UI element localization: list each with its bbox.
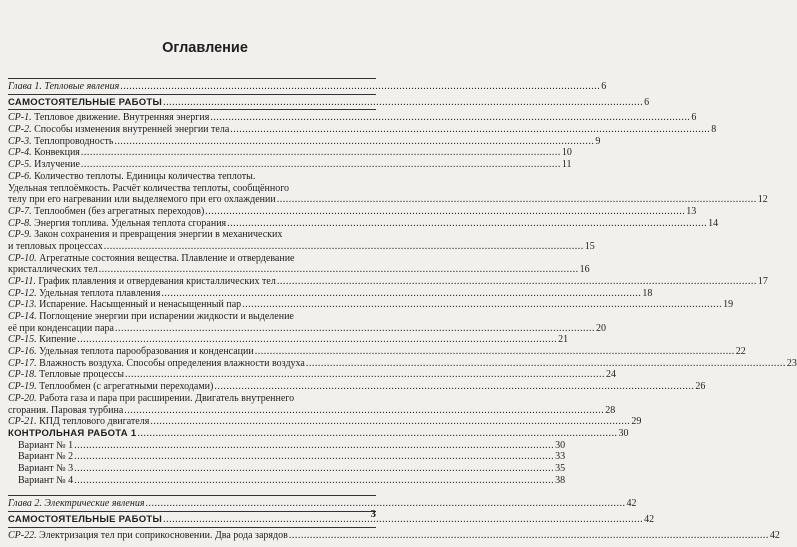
- item-code: СР-20.: [8, 392, 37, 404]
- page-ref: 14: [708, 217, 719, 229]
- item-code: СР-15.: [8, 334, 37, 346]
- item-title-line: Закон сохранения и превращения энергии в механических: [34, 229, 283, 241]
- toc-item: [8, 299, 734, 311]
- toc-variant: [8, 474, 566, 487]
- toc-item-last-line: [8, 194, 768, 206]
- item-title: Электризация тел при соприкосновении. Два рода зарядов: [39, 529, 288, 541]
- leader-dots: [81, 147, 561, 159]
- leader-dots: [104, 241, 584, 253]
- toc-section-independent-work: [8, 96, 650, 109]
- toc-section-test: [8, 427, 629, 440]
- page-ref: 19: [723, 299, 734, 311]
- page-ref: 16: [579, 264, 590, 276]
- section-label: КОНТРОЛЬНАЯ РАБОТА 1: [8, 427, 137, 439]
- toc-item-multiline: [8, 229, 376, 241]
- item-title: Тепловое движение. Внутренняя энергия: [34, 112, 210, 124]
- item-code: СР-14.: [8, 311, 37, 323]
- item-title: Теплопроводность: [34, 135, 114, 147]
- toc-chapter-2: [8, 498, 637, 510]
- leader-dots: [214, 381, 694, 393]
- chapter-label: Глава 1. Тепловые явления: [8, 80, 120, 92]
- item-title-line: Работа газа и пара при расширении. Двигатель внутреннего: [39, 392, 295, 404]
- item-code: СР-9.: [8, 229, 32, 241]
- page-ref: 23: [786, 357, 797, 369]
- item-title-line: сгорания. Паровая турбина: [8, 404, 124, 416]
- toc-item: [8, 112, 697, 124]
- variant-label: Вариант № 1: [18, 439, 74, 451]
- page-ref: 8: [711, 124, 717, 136]
- toc-item: [8, 369, 616, 382]
- page-ref: 9: [595, 135, 601, 147]
- page-ref: 13: [686, 205, 697, 217]
- item-title: Тепловые процессы: [39, 369, 124, 381]
- leader-dots: [242, 299, 722, 311]
- page-ref: 35: [555, 462, 566, 474]
- divider: [8, 94, 376, 95]
- page-ref: 28: [605, 404, 616, 416]
- toc-item-last-line: [8, 404, 616, 417]
- item-code: СР-18.: [8, 369, 37, 381]
- page-ref: 10: [561, 147, 572, 159]
- page-ref: 20: [595, 322, 606, 334]
- item-code: СР-3.: [8, 135, 32, 147]
- page-ref: 6: [601, 80, 607, 92]
- toc-section-independent-work: [8, 514, 655, 526]
- page-ref: 22: [735, 346, 746, 358]
- toc-item: [8, 124, 717, 136]
- toc-item: [8, 275, 768, 288]
- leader-dots: [145, 498, 625, 510]
- item-title-line: Поглощение энергии при испарении жидкости и выделение: [39, 311, 294, 323]
- divider: [8, 109, 376, 110]
- toc-item: [8, 334, 569, 346]
- page-ref: 12: [757, 194, 768, 206]
- toc-variant: [8, 462, 566, 475]
- item-title: Способы изменения внутренней энергии тела: [34, 124, 230, 136]
- leader-dots: [161, 288, 641, 300]
- page-ref: 42: [626, 498, 637, 510]
- toc-item-multiline: [8, 253, 376, 265]
- divider: [8, 495, 376, 496]
- page-ref: 30: [618, 427, 629, 439]
- item-title: Излучение: [34, 159, 80, 171]
- toc-item: [8, 159, 572, 171]
- item-code: СР-16.: [8, 346, 37, 358]
- page-ref: 6: [691, 112, 697, 124]
- item-code: СР-12.: [8, 287, 37, 299]
- item-title: Испарение. Насыщенный и ненасыщенный пар: [39, 299, 242, 311]
- page-ref: 24: [605, 369, 616, 381]
- item-title: Влажность воздуха. Способы определения влажности воздуха: [39, 357, 305, 369]
- leader-dots: [81, 159, 561, 171]
- leader-dots: [115, 323, 595, 335]
- leader-dots: [255, 346, 735, 358]
- page-ref: 6: [644, 96, 650, 108]
- item-title: Теплообмен (с агрегатными переходами): [39, 381, 214, 393]
- leader-dots: [150, 416, 630, 428]
- page-ref: 42: [644, 514, 655, 526]
- leader-dots: [289, 530, 769, 542]
- page-ref: 15: [584, 240, 595, 252]
- leader-dots: [120, 81, 600, 93]
- toc-item: [8, 416, 642, 428]
- page-ref: 18: [642, 287, 653, 299]
- item-code: СР-19.: [8, 381, 37, 393]
- toc-item: [8, 135, 601, 148]
- item-code: СР-21.: [8, 416, 37, 428]
- leader-dots: [306, 358, 786, 370]
- item-code: СР-6.: [8, 170, 32, 182]
- page-number: 3: [370, 508, 376, 520]
- page-ref: 11: [561, 159, 572, 171]
- leader-dots: [74, 440, 554, 452]
- page-ref: 38: [555, 474, 566, 486]
- item-code: СР-5.: [8, 159, 32, 171]
- section-label: САМОСТОЯТЕЛЬНЫЕ РАБОТЫ: [8, 96, 163, 108]
- item-title-line: телу при его нагревании или выделяемого при его охлаждении: [8, 194, 276, 206]
- toc-item-multiline: [8, 393, 376, 405]
- item-code: СР-13.: [8, 299, 37, 311]
- leader-dots: [163, 97, 643, 109]
- item-code: СР-17.: [8, 357, 37, 369]
- toc-variant: [8, 439, 566, 452]
- item-code: СР-11.: [8, 275, 36, 287]
- item-title-line: Удельная теплоёмкость. Расчёт количества теплоты, сообщённого: [8, 182, 290, 194]
- page-ref: 29: [631, 416, 642, 428]
- toc-item-last-line: [8, 240, 595, 253]
- leader-dots: [114, 136, 594, 148]
- chapter-label: Глава 2. Электрические явления: [8, 498, 145, 510]
- page-ref: 26: [695, 381, 706, 393]
- variant-label: Вариант № 3: [18, 462, 74, 474]
- leader-dots: [99, 264, 579, 276]
- toc-item-multiline: [8, 171, 376, 183]
- item-code: СР-1.: [8, 112, 32, 124]
- leader-dots: [227, 218, 707, 230]
- toc-chapter-1: [8, 80, 607, 93]
- table-of-contents: [8, 77, 797, 541]
- toc-item: [8, 287, 653, 300]
- item-title: Кипение: [39, 334, 77, 346]
- item-title-line: и тепловых процессах: [8, 240, 103, 252]
- variant-label: Вариант № 4: [18, 474, 74, 486]
- item-title-line: кристаллических тел: [8, 264, 98, 276]
- section-label: САМОСТОЯТЕЛЬНЫЕ РАБОТЫ: [8, 514, 163, 526]
- toc-item: [8, 205, 697, 218]
- item-title: КПД теплового двигателя: [39, 416, 150, 428]
- toc-variant: [8, 451, 566, 463]
- page-ref: 42: [769, 529, 780, 541]
- divider: [8, 511, 376, 512]
- toc-item: [8, 529, 780, 542]
- leader-dots: [74, 463, 554, 475]
- leader-dots: [74, 475, 554, 487]
- leader-dots: [277, 276, 757, 288]
- leader-dots: [125, 369, 605, 381]
- divider: [8, 527, 376, 528]
- page-ref: 30: [555, 439, 566, 451]
- item-code: СР-4.: [8, 147, 32, 159]
- leader-dots: [74, 451, 554, 463]
- item-title: Теплообмен (без агрегатных переходов): [34, 205, 205, 217]
- item-code: СР-22.: [8, 529, 37, 541]
- item-title: Удельная теплота плавления: [39, 287, 161, 299]
- toc-item: [8, 217, 719, 230]
- item-title-line: Количество теплоты. Единицы количества теплоты.: [34, 170, 256, 182]
- item-title-line: Агрегатные состояния вещества. Плавление и отвердевание: [39, 252, 295, 264]
- item-code: СР-8.: [8, 217, 32, 229]
- item-code: СР-2.: [8, 124, 32, 136]
- toc-item-last-line: [8, 322, 606, 335]
- toc-item: [8, 357, 797, 370]
- item-title: График плавления и отвердевания кристаллических тел: [38, 275, 276, 287]
- leader-dots: [205, 206, 685, 218]
- leader-dots: [210, 112, 690, 124]
- item-title: Удельная теплота парообразования и конденсации: [39, 346, 254, 358]
- item-title: Конвекция: [34, 147, 80, 159]
- leader-dots: [163, 514, 643, 526]
- toc-item: [8, 147, 572, 159]
- leader-dots: [124, 405, 604, 417]
- toc-item-multiline: [8, 311, 376, 323]
- toc-item: [8, 346, 746, 358]
- item-code: СР-7.: [8, 205, 32, 217]
- leader-dots: [137, 428, 617, 440]
- page-ref: 21: [558, 334, 569, 346]
- item-title-line: её при конденсации пара: [8, 322, 114, 334]
- page-ref: 17: [757, 275, 768, 287]
- divider: [8, 78, 376, 79]
- toc-item-last-line: [8, 264, 590, 276]
- variant-label: Вариант № 2: [18, 451, 74, 463]
- item-title: Энергия топлива. Удельная теплота сгорания: [34, 217, 227, 229]
- toc-item: [8, 381, 706, 393]
- item-code: СР-10.: [8, 252, 37, 264]
- leader-dots: [77, 334, 557, 346]
- page-ref: 33: [555, 451, 566, 463]
- leader-dots: [277, 194, 757, 206]
- leader-dots: [230, 124, 710, 136]
- page-title: Оглавление: [162, 40, 248, 56]
